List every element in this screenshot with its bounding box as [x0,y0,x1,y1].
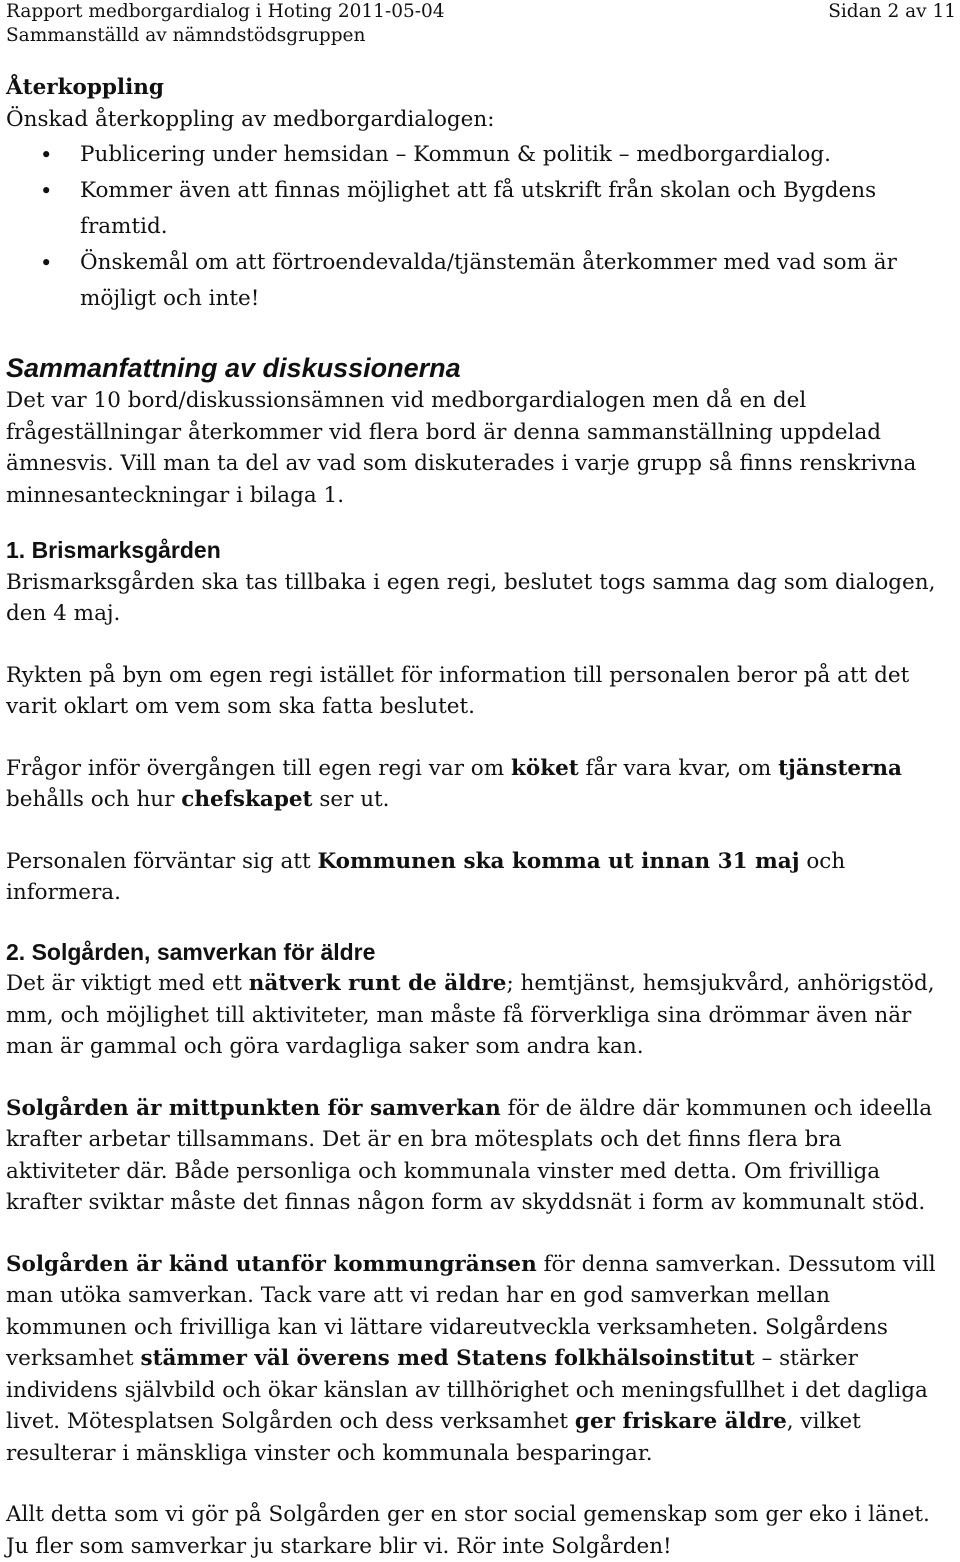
page-header [6,0,956,48]
aterkoppling-list [6,137,956,317]
bullet-icon: • [40,143,53,167]
brismarksgarden-paragraph-3: Frågor inför övergången till egen regi var om köket får vara kvar, om tjänsterna behålls och hur chefskapet ser ut. [6,755,902,812]
solgarden-paragraph-3: Solgården är känd utanför kommungränsen för denna samverkan. Dessutom vill man utöka samverkan. Tack vare att vi redan har en god samverkan mellan kommunen och frivilliga kan vi lättare vidareutveckla verksamheten. Solgårdens verksamhet stämmer väl överens med Statens folkhälsoinstitut – stärker individens självbild och ökar känslan av tillhörighet och meningsfullhet i det dagliga livet. Mötesplatsen Solgården och dess verksamhet ger friskare äldre, vilket resulterar i mänskliga vinster och kommunala besparingar. [6,1251,936,1466]
document-body [6,72,956,1562]
brismarksgarden-paragraph-4: Personalen förväntar sig att Kommunen ska komma ut innan 31 maj och informera. [6,848,846,905]
bullet-icon: • [40,179,53,203]
report-title: Rapport medborgardialog i Hoting 2011-05-04 [6,1,445,22]
page-number: Sidan 2 av 11 [828,1,956,22]
sammanfattning-paragraph: Det var 10 bord/diskussionsämnen vid medborgardialogen men då en del frågeställningar återkommer vid flera bord är denna sammanställning uppdelad ämnesvis. Vill man ta del av vad som diskuterades i varje grupp så finns renskrivna minnesanteckningar i bilaga 1. [6,388,917,508]
section-heading-solgarden: 2. Solgården, samverkan för äldre [6,938,376,965]
section-heading-aterkoppling: Återkoppling [6,75,164,100]
aterkoppling-intro: Önskad återkoppling av medborgardialogen: [6,106,495,132]
solgarden-paragraph-4: Allt detta som vi gör på Solgården ger en stor social gemenskap som ger eko i länet. Ju fler som samverkar ju starkare blir vi. Rör inte Solgården! [6,1502,930,1559]
section-heading-sammanfattning: Sammanfattning av diskussionerna [6,353,461,383]
solgarden-paragraph-1: Det är viktigt med ett nätverk runt de äldre; hemtjänst, hemsjukvård, anhörigstöd, mm, och möjlighet till aktiviteter, man måste få förverkliga sina drömmar även när man är gammal och göra vardagliga saker som andra kan. [6,971,935,1059]
brismarksgarden-paragraph-1: Brismarksgården ska tas tillbaka i egen regi, beslutet togs samma dag som dialogen, den 4 maj. [6,569,936,626]
list-item: • Önskemål om att förtroendevalda/tjänstemän återkommer med vad som är möjligt och inte! [6,245,956,317]
bullet-icon: • [40,251,53,275]
list-item: • Kommer även att finnas möjlighet att få utskrift från skolan och Bygdens framtid. [6,173,956,245]
brismarksgarden-paragraph-2: Rykten på byn om egen regi istället för information till personalen beror på att det varit oklart om vem som ska fatta beslutet. [6,662,910,719]
section-heading-brismarksgarden: 1. Brismarksgården [6,537,221,563]
report-subtitle: Sammanställd av nämndstödsgruppen [6,25,366,46]
list-item: • Publicering under hemsidan – Kommun & politik – medborgardialog. [6,137,956,173]
solgarden-paragraph-2: Solgården är mittpunkten för samverkan för de äldre där kommunen och ideella krafter arbetar tillsammans. Det är en bra mötesplats och det finns flera bra aktiviteter där. Både personliga och kommunala vinster med detta. Om frivilliga krafter sviktar måste det finnas någon form av skyddsnät i form av kommunalt stöd. [6,1095,933,1215]
